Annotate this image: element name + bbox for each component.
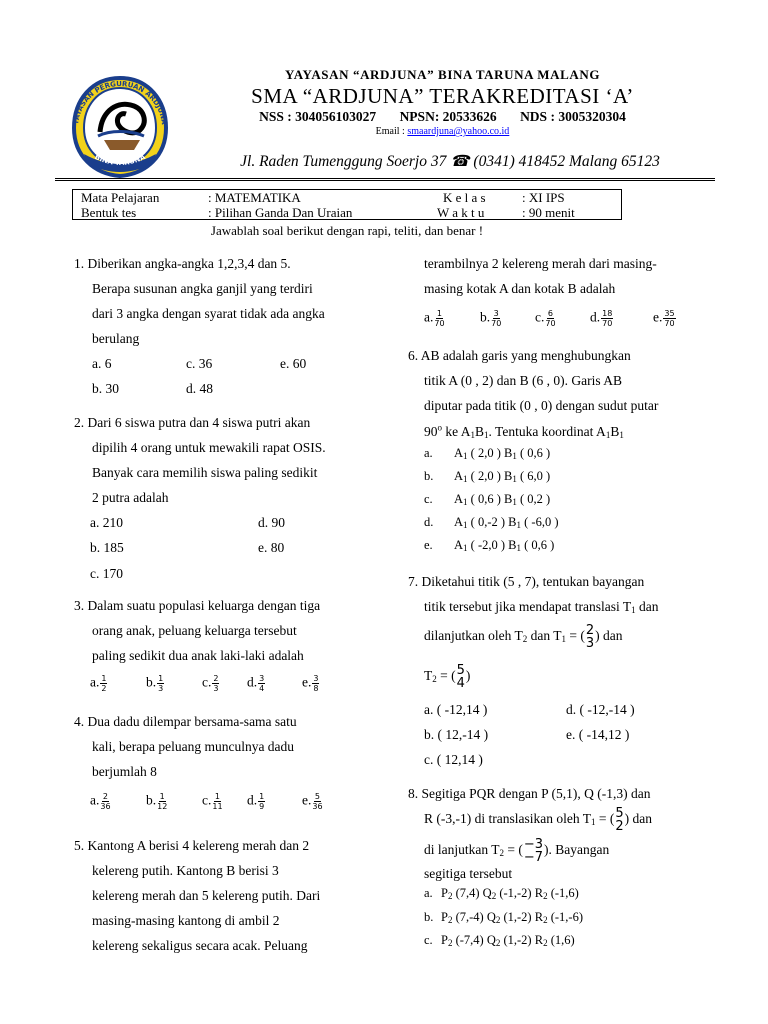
q1-line: 1. Diberikan angka-angka 1,2,3,4 dan 5. <box>74 256 291 271</box>
q7-line: dilanjutkan oleh $T_2$ dan $T_1$ = ( 2 3 ) dan <box>424 623 623 651</box>
class-value: : XI IPS <box>522 190 565 205</box>
q1-option-c: c. 36 <box>186 356 213 371</box>
q6-option: c. $A_1$ ( 0,6 ) $B_1$ ( 0,2 ) <box>424 492 551 507</box>
q4-option: c. $\frac{1}{11}$ <box>202 792 223 811</box>
q1-line: berulang <box>92 331 140 346</box>
q5-line: masing-masing kantong di ambil 2 <box>92 913 280 928</box>
q8-option: b. $P_2$ (7,-4) $Q_2$ (1,-2) $R_2$ (-1,-6) <box>424 910 583 925</box>
q7-option-d: d. ( -12,-14 ) <box>566 702 635 717</box>
q2-option-d: d. 90 <box>258 515 285 530</box>
q7-line: 7. Diketahui titik (5 , 7), tentukan bayangan <box>408 574 645 589</box>
nds: NDS : 3005320304 <box>520 109 626 124</box>
q7-option-e: e. ( -14,12 ) <box>566 727 630 742</box>
q7-line: titik tersebut jika mendapat translasi $T_1$ dan <box>424 599 659 615</box>
q8-line: segitiga tersebut <box>424 866 513 881</box>
q3-line: paling sedikit dua anak laki-laki adalah <box>92 648 304 663</box>
q1-option-a: a. 6 <box>92 356 112 371</box>
exam-info-box <box>72 189 622 220</box>
q3-option: d. $\frac{3}{4}$ <box>247 674 265 693</box>
type-value: : Pilihan Ganda Dan Uraian <box>208 205 353 220</box>
q7-option-b: b. ( 12,-14 ) <box>424 727 489 742</box>
q4-option: b. $\frac{1}{12}$ <box>146 792 168 811</box>
q8-line: di lanjutkan $T_2$ = ( −3 −7 ). Bayangan <box>424 837 610 865</box>
nss: NSS : 304056103027 <box>259 109 377 124</box>
q2-option-a: a. 210 <box>90 515 123 530</box>
class-label: K e l a s <box>443 190 486 205</box>
q3-option: b. $\frac{1}{3}$ <box>146 674 164 693</box>
q5-line: masing kotak A dan kotak B adalah <box>424 281 616 296</box>
q4-option: a. $\frac{2}{36}$ <box>90 792 111 811</box>
q4-line: kali, berapa peluang munculnya dadu <box>92 739 295 754</box>
q3-option: c. $\frac{2}{3}$ <box>202 674 219 693</box>
q4-option: e. $\frac{5}{36}$ <box>302 792 323 811</box>
logo-top-text: YAYASAN PERGURUAN ARDJUNA <box>72 79 168 126</box>
q4-line: berjumlah 8 <box>92 764 157 779</box>
school-ids <box>180 109 705 125</box>
npsn: NPSN: 20533626 <box>399 109 497 124</box>
header-divider <box>55 178 715 181</box>
q2-line: 2. Dari 6 siswa putra dan 4 siswa putri akan <box>74 415 311 430</box>
q6-line: diputar pada titik (0 , 0) dengan sudut putar <box>424 398 659 413</box>
q5-option: b. $\frac{3}{70}$ <box>480 309 502 328</box>
q1-option-b: b. 30 <box>92 381 119 396</box>
email-line <box>180 126 705 137</box>
q3-line: orang anak, peluang keluarga tersebut <box>92 623 297 638</box>
q5-line: kelereng merah dan 5 kelereng putih. Dari <box>92 888 321 903</box>
q5-option: a. $\frac{1}{70}$ <box>424 309 445 328</box>
q5-line: terambilnya 2 kelereng merah dari masing- <box>424 256 657 271</box>
q1-option-e: e. 60 <box>280 356 307 371</box>
time-value: : 90 menit <box>522 205 575 220</box>
q5-option: d. $\frac{18}{70}$ <box>590 309 613 328</box>
q6-option: a. $A_1$ ( 2,0 ) $B_1$ ( 0,6 ) <box>424 446 551 461</box>
q6-line: titik A (0 , 2) dan B (6 , 0). Garis AB <box>424 373 622 388</box>
q2-option-e: e. 80 <box>258 540 285 555</box>
email-label: Email : <box>375 126 408 137</box>
q5-line: 5. Kantong A berisi 4 kelereng merah dan 2 <box>74 838 310 853</box>
q8-line: 8. Segitiga PQR dengan P (5,1), Q (-1,3) dan <box>408 786 651 801</box>
school-name: SMA “ARDJUNA” TERAKREDITASI ‘A’ <box>251 84 634 108</box>
q1-line: dari 3 angka dengan syarat tidak ada angka <box>92 306 325 321</box>
q2-option-b: b. 185 <box>90 540 124 555</box>
q1-line: Berapa susunan angka ganjil yang terdiri <box>92 281 313 296</box>
subject-value: : MATEMATIKA <box>208 190 301 205</box>
q2-line: Banyak cara memilih siswa paling sedikit <box>92 465 318 480</box>
q8-option: a. $P_2$ (7,4) $Q_2$ (-1,-2) $R_2$ (-1,6) <box>424 886 579 901</box>
q4-option: d. $\frac{1}{9}$ <box>247 792 265 811</box>
email-link[interactable]: smaardjuna@yahoo.co.id <box>407 126 510 137</box>
q5-line: kelereng putih. Kantong B berisi 3 <box>92 863 279 878</box>
q5-line: kelereng sekaligus secara acak. Peluang <box>92 938 308 953</box>
time-label: W a k t u <box>437 205 485 220</box>
q5-option: c. $\frac{6}{70}$ <box>535 309 556 328</box>
foundation-name: YAYASAN “ARDJUNA” BINA TARUNA MALANG <box>284 67 601 82</box>
q7-option-c: c. ( 12,14 ) <box>424 752 483 767</box>
subject-label: Mata Pelajaran <box>81 190 160 205</box>
q3-option: a. $\frac{1}{2}$ <box>90 674 107 693</box>
q4-line: 4. Dua dadu dilempar bersama-sama satu <box>74 714 297 729</box>
logo-bottom-text: BINA TARUNA <box>93 152 147 168</box>
q2-line: dipilih 4 orang untuk mewakili rapat OSIS. <box>92 440 326 455</box>
instruction: Jawablah soal berikut dengan rapi, teliti, dan benar ! <box>210 223 484 238</box>
q7-line: $T_2$ = ( 5 4 ) <box>424 663 471 691</box>
q2-line: 2 putra adalah <box>92 490 169 505</box>
q8-line: R (-3,-1) di translasikan oleh $T_1$ = ( 5 2 ) dan <box>424 806 652 834</box>
q3-option: e. $\frac{3}{8}$ <box>302 674 319 693</box>
q7-option-a: a. ( -12,14 ) <box>424 702 488 717</box>
q6-option: d. $A_1$ ( 0,-2 ) $B_1$ ( -6,0 ) <box>424 515 559 530</box>
q5-option: e. $\frac{35}{70}$ <box>653 309 675 328</box>
q8-option: c. $P_2$ (-7,4) $Q_2$ (1,-2) $R_2$ (1,6) <box>424 933 575 948</box>
school-logo <box>60 70 180 180</box>
q1-option-d: d. 48 <box>186 381 213 396</box>
q2-option-c: c. 170 <box>90 566 123 581</box>
type-label: Bentuk tes <box>81 205 137 220</box>
q6-option: b. $A_1$ ( 2,0 ) $B_1$ ( 6,0 ) <box>424 469 551 484</box>
q3-line: 3. Dalam suatu populasi keluarga dengan tiga <box>74 598 321 613</box>
q6-line: 6. AB adalah garis yang menghubungkan <box>408 348 631 363</box>
address: Jl. Raden Tumenggung Soerjo 37 ☎ (0341) 418452 Malang 65123 <box>240 153 660 170</box>
q6-option: e. $A_1$ ( -2,0 ) $B_1$ ( 0,6 ) <box>424 538 555 553</box>
q6-line: 90$^o$ ke $A_1B_1$. Tentuka koordinat $A_1B_1$ <box>424 422 624 440</box>
